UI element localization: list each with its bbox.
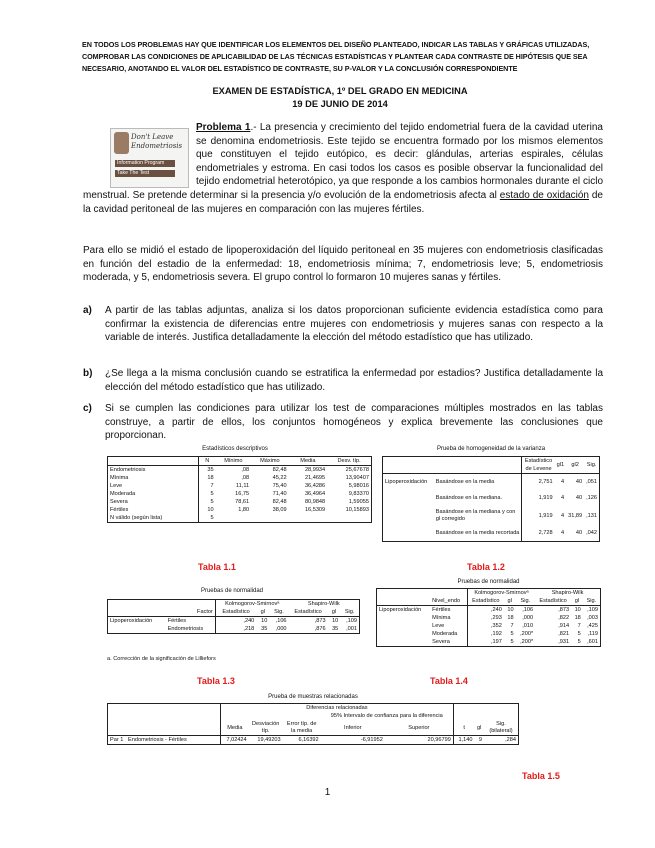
table3-normality xyxy=(107,599,360,634)
problem-paragraph-1 xyxy=(83,121,603,216)
table3-header: gl xyxy=(331,609,337,615)
table2-header: gl1 xyxy=(556,462,565,468)
table3-header: gl xyxy=(260,609,266,615)
table3-label: Tabla 1.3 xyxy=(197,676,235,686)
table4-group-header: Kolmogorov-Smirnovᵃ xyxy=(467,589,535,598)
table5-header: Error típ. de la media xyxy=(286,721,317,734)
table1-caption: Estadísticos descriptivos xyxy=(202,446,268,452)
table5-ci-header: 95% Intervalo de confianza para la diferencia xyxy=(330,713,443,719)
table2-header: Estadístico de Levene xyxy=(522,457,555,474)
page-number: 1 xyxy=(324,787,331,798)
table3-group-header: Kolmogorov-Smirnovᵃ xyxy=(215,600,288,609)
table2-caption: Prueba de homogeneidad de la varianza xyxy=(436,446,546,452)
oxidation-state-term: estado de oxidación xyxy=(499,189,589,201)
question-c xyxy=(83,402,603,443)
table5-pair-name: Endometriosis - Fértiles xyxy=(128,737,187,743)
table2-group-label: Lipoperoxidación xyxy=(385,478,428,485)
table3-header: Factor xyxy=(197,609,213,615)
table5-header: Inferior xyxy=(344,725,362,731)
table5-label: Tabla 1.5 xyxy=(522,771,560,781)
table3-caption: Pruebas de normalidad xyxy=(200,588,264,594)
table2-levene xyxy=(382,456,600,542)
problem-label: Problema 1 xyxy=(196,122,251,133)
table5-header: Sig. (bilateral) xyxy=(489,721,513,734)
table-row: Lipoperoxidación Fértiles ,240 10 ,106 ,873 10 ,109 xyxy=(377,606,601,615)
table-row: Lipoperoxidación Basándose en la media 2,751 4 40 ,051 xyxy=(383,474,600,490)
table1-descriptives xyxy=(107,456,372,523)
table4-header: Estadístico xyxy=(467,597,504,606)
table-row: Basándose en la media recortada 2,728 4 40 ,042 xyxy=(383,526,600,542)
table-row: Moderada 5 16,75 71,40 36,4964 9,83370 xyxy=(110,491,369,497)
table-row: Basándose en la mediana. 1,919 4 40 ,126 xyxy=(383,490,600,506)
table3-header: Estadístico xyxy=(215,608,256,617)
table5-header: Desviación típ. xyxy=(251,721,280,734)
table3-header: Sig. xyxy=(274,609,284,615)
table4-header: Sig. xyxy=(586,598,597,604)
table5-pair-label: Par 1 xyxy=(110,737,124,743)
problem-text-b: de la cavidad peritoneal de las mujeres en comparación con las mujeres fértiles. xyxy=(83,189,603,215)
table3-footnote: a. Corrección de la significación de Lilliefors xyxy=(107,656,216,662)
question-c-letter: c) xyxy=(83,403,92,414)
question-a-letter: a) xyxy=(83,305,92,316)
table2-header: Sig. xyxy=(586,462,597,468)
table4-header: Nivel_endo xyxy=(432,598,461,604)
table3-group-header: Shapiro-Wilk xyxy=(307,601,340,607)
table-row: Severa ,197 5 ,200* ,931 5 ,601 xyxy=(432,639,598,645)
table-row: N válido (según lista) 5 xyxy=(110,515,214,521)
table-row: Leve ,352 7 ,010 ,914 7 ,425 xyxy=(432,623,598,629)
table4-caption: Pruebas de normalidad xyxy=(457,579,520,585)
table5-header: t xyxy=(453,721,474,736)
table5-group-header: Diferencias relacionadas xyxy=(221,704,454,713)
table3-header: Estadístico xyxy=(294,609,322,615)
table-row: Par 1 Endometriosis - Fértiles 7,02424 19,49203 6,16392 -6,91952 20,96799 1,140 9 ,284 xyxy=(110,737,516,743)
table5-header: gl xyxy=(477,725,482,731)
table5-header: Media xyxy=(221,721,249,736)
table-row: Fértiles 10 1,80 38,09 16,5309 10,15893 xyxy=(110,507,369,513)
table4-normality-by-stage xyxy=(376,588,601,647)
table3-header: Sig. xyxy=(344,609,355,615)
logo-line-1: Don't Leave xyxy=(131,133,174,141)
logo-button-2: Take The Test xyxy=(115,170,175,177)
table-row: Leve 7 11,11 75,40 36,4286 5,98016 xyxy=(110,483,369,489)
table-row: Moderada ,192 5 ,200* ,821 5 ,119 xyxy=(432,631,598,637)
table4-group-label: Lipoperoxidación xyxy=(379,607,422,613)
table-row: Endometriosis 35 ,08 82,48 28,9934 25,67678 xyxy=(110,467,369,473)
table4-label: Tabla 1.4 xyxy=(430,676,468,686)
question-a-text: A partir de las tablas adjuntas, analiza si los datos proporcionan suficiente evidencia estadística como para confirmar la existencia de diferencias entre mujeres con endometriosis y mujeres sanas con respecto a la variable de interés. Justifica detalladamente la elección del método estadístico que has utilizado. xyxy=(105,305,603,344)
question-a xyxy=(83,304,603,345)
table1-header: Máximo xyxy=(260,458,280,464)
question-b-letter: b) xyxy=(83,368,93,379)
logo-button-1: Information Program xyxy=(115,160,175,167)
table3-group-label: Lipoperoxidación xyxy=(110,618,153,624)
question-c-text: Si se cumplen las condiciones para utilizar los test de comparaciones múltiples mostrados en las tablas construye, a partir de ellos, los conjuntos homogéneos y explica brevemente las conclusiones que proporcionan. xyxy=(105,403,603,442)
table-row: Endometriosis ,218 35 ,000 ,876 35 ,001 xyxy=(167,626,357,632)
table1-header: Desv. típ. xyxy=(337,458,361,464)
table-row: Mínima 18 ,08 45,22 21,4695 13,90407 xyxy=(110,475,369,481)
table-row: Mínima ,293 18 ,000 ,822 18 ,003 xyxy=(432,615,598,621)
table1-header xyxy=(108,457,199,466)
problem-paragraph-2: Para ello se midió el estado de lipoperoxidación del líquido peritoneal en 35 mujeres con endometriosis clasificadas en función del estadio de la enfermedad: 18, endometriosis mínima; 7, endometriosis leve; 5, endometriosis moderada, y 5, endometriosis severa. El grupo control lo formaron 10 mujeres sanas y fértiles. xyxy=(83,245,603,284)
exam-date: 19 DE JUNIO DE 2014 xyxy=(292,99,388,109)
table4-header: gl xyxy=(507,598,512,604)
table-row: Severa 5 78,61 82,48 80,9848 1,59055 xyxy=(110,499,369,505)
table-row: Lipoperoxidación Fértiles ,240 10 ,106 ,873 10 ,109 xyxy=(108,617,360,626)
table1-header: N xyxy=(199,457,216,466)
question-b xyxy=(83,367,603,394)
table1-header: Media xyxy=(300,458,316,464)
table2-header: gl2 xyxy=(571,462,579,468)
logo-line-2: Endometriosis xyxy=(131,142,183,150)
table5-caption: Prueba de muestras relacionadas xyxy=(268,694,358,700)
question-b-text: ¿Se llega a la misma conclusión cuando se estratifica la enfermedad por estadios? Justifica detalladamente la elección del método estadístico que has utilizado. xyxy=(105,368,603,393)
table-row: Basándose en la mediana y con gl corregido 1,919 4 31,89 ,131 xyxy=(383,506,600,526)
table4-group-header: Shapiro-Wilk xyxy=(551,590,584,596)
problem-text-a: .- La presencia y crecimiento del tejido endometrial fuera de la cavidad uterina se denomina endometriosis. Este tejido se encuentra formado por los mismos elementos que constituyen el tejido eutópico, es decir: glándulas, arterias espirales, células endometriales y estroma. En casi todos los casos es posible observar la funcionalidad del tejido endometrial heterotópico, ya que responde a los cambios hormonales durante el ciclo menstrual. Se pretende determinar si la presencia y/o evolución de la endometriosis afecta al xyxy=(83,122,603,201)
table2-label: Tabla 1.2 xyxy=(467,562,505,572)
table1-label: Tabla 1.1 xyxy=(198,562,236,572)
table5-paired-samples xyxy=(107,703,519,745)
table1-header: Mínimo xyxy=(224,458,243,464)
exam-instructions: EN TODOS LOS PROBLEMAS HAY QUE IDENTIFICAR LOS ELEMENTOS DEL DISEÑO PLANTEADO, INDICAR LAS TABLAS Y GRÁFICAS UTILIZADAS, COMPROBAR LAS CONDICIONES DE APLICABILIDAD DE LAS TÉCNICAS ESTADÍSTICAS Y PLANTEAR CADA CONTRASTE DE HIPÓTESIS QUE SEA NECESARIO, ANOTANDO EL VALOR DEL ESTADÍSTICO DE CONTRASTE, SU P-VALOR Y LA CONCLUSIÓN CORRESPONDIENTE xyxy=(82,40,590,73)
table4-header: Estadístico xyxy=(539,598,567,604)
exam-title: EXAMEN DE ESTADÍSTICA, 1º DEL GRADO EN MEDICINA xyxy=(212,86,468,96)
table5-header: Superior xyxy=(408,725,430,731)
table4-header: Sig. xyxy=(520,598,531,604)
table4-header: gl xyxy=(574,598,580,604)
